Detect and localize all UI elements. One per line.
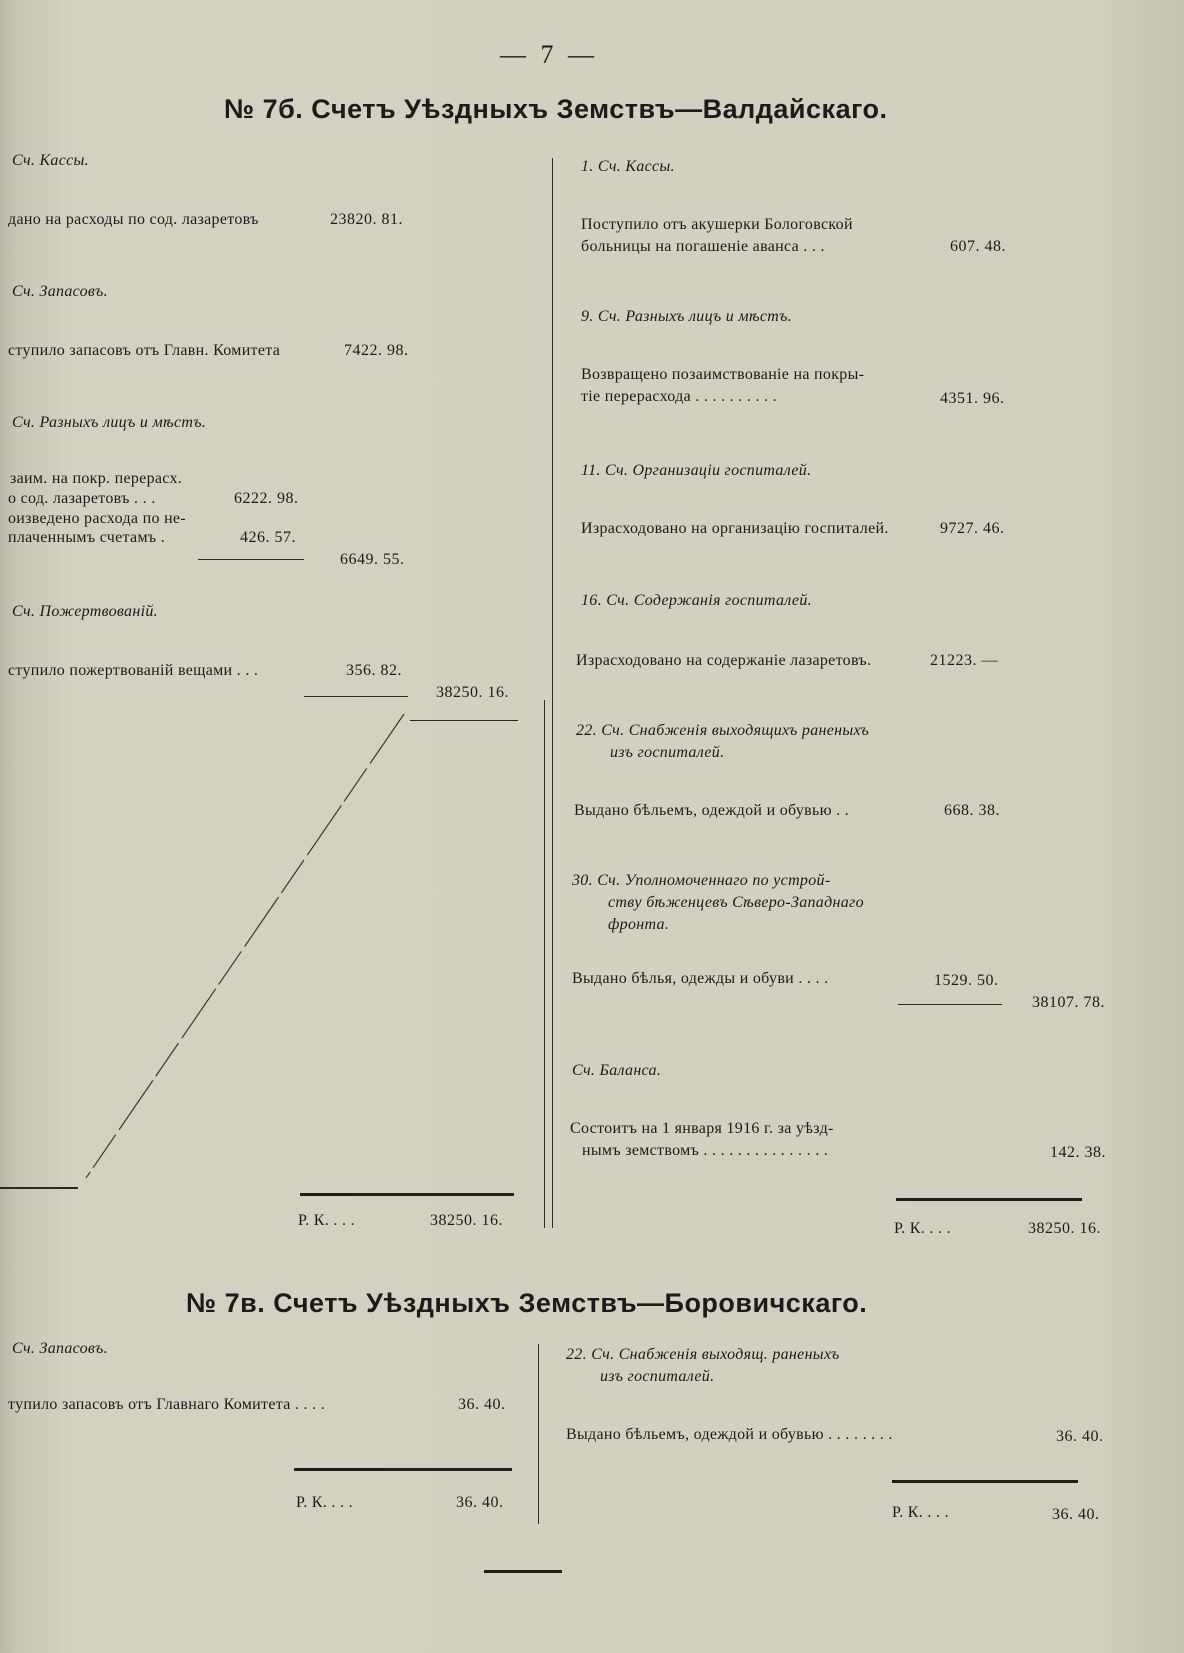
right-upoln-rule bbox=[898, 1004, 1002, 1005]
right-kassy-line2: больницы на погашеніе аванса . . . bbox=[581, 238, 825, 255]
s2-right-snab-heading2: изъ госпиталей. bbox=[600, 1368, 715, 1385]
right-balance-line2: нымъ земствомъ . . . . . . . . . . . . . . . bbox=[582, 1142, 829, 1159]
right-sod-value: 21223. — bbox=[930, 652, 998, 669]
s2-right-snab-value: 36. 40. bbox=[1056, 1428, 1104, 1445]
left-kassy-heading: Сч. Кассы. bbox=[12, 152, 89, 169]
s2-right-rk-rule bbox=[892, 1480, 1078, 1483]
right-upoln-value: 1529. 50. bbox=[934, 972, 999, 989]
right-raznyh-line2: тіе перерасхода . . . . . . . . . . bbox=[581, 388, 777, 405]
right-org-line: Израсходовано на организацію госпиталей. bbox=[581, 520, 889, 537]
left-raznyh-value2: 426. 57. bbox=[240, 529, 296, 546]
left-raznyh-line3: оизведено расхода по не- bbox=[8, 510, 186, 527]
right-kassy-value: 607. 48. bbox=[950, 238, 1006, 255]
right-upoln-heading2: ству бѣженцевъ Сѣверо-Западнаго bbox=[608, 894, 864, 911]
page-number: — 7 — bbox=[500, 40, 598, 69]
left-kassy-value: 23820. 81. bbox=[330, 211, 403, 228]
s2-left-zapasov-heading: Сч. Запасовъ. bbox=[12, 1340, 108, 1357]
left-zapasov-value: 7422. 98. bbox=[344, 342, 409, 359]
left-zapasov-heading: Сч. Запасовъ. bbox=[12, 283, 108, 300]
right-balance-heading: Сч. Баланса. bbox=[572, 1062, 662, 1079]
right-org-heading: 11. Сч. Организаціи госпиталей. bbox=[581, 462, 812, 479]
right-rk-rule bbox=[896, 1198, 1082, 1201]
right-balance-line1: Состоитъ на 1 января 1916 г. за уѣзд- bbox=[570, 1120, 834, 1137]
left-kassy-line: дано на расходы по сод. лазаретовъ bbox=[8, 211, 259, 228]
s2-left-rk-label: Р. К. . . . bbox=[296, 1494, 353, 1511]
left-rk-label: Р. К. . . . bbox=[298, 1212, 355, 1229]
center-divider-inner bbox=[544, 700, 545, 1228]
right-sod-heading: 16. Сч. Содержанія госпиталей. bbox=[581, 592, 812, 609]
left-pozh-heading: Сч. Пожертвованій. bbox=[12, 603, 158, 620]
s2-left-zapasov-line: тупило запасовъ отъ Главнаго Комитета . . . . bbox=[8, 1396, 326, 1413]
s2-left-rk-value: 36. 40. bbox=[456, 1494, 504, 1511]
right-snab-line: Выдано бѣльемъ, одеждой и обувью . . bbox=[574, 802, 850, 819]
cancel-diagonal-line bbox=[0, 0, 560, 1200]
s2-left-zapasov-value: 36. 40. bbox=[458, 1396, 506, 1413]
right-snab-heading1: 22. Сч. Снабженія выходящихъ раненыхъ bbox=[576, 722, 870, 739]
page-end-rule bbox=[484, 1570, 562, 1573]
left-raznyh-value1: 6222. 98. bbox=[234, 490, 299, 507]
left-raznyh-heading: Сч. Разныхъ лицъ и мѣстъ. bbox=[12, 414, 207, 431]
s2-right-snab-heading1: 22. Сч. Снабженія выходящ. раненыхъ bbox=[566, 1346, 840, 1363]
left-raznyh-line1: заим. на покр. перерасх. bbox=[10, 470, 183, 487]
right-snab-heading2: изъ госпиталей. bbox=[610, 744, 725, 761]
left-rk-value: 38250. 16. bbox=[430, 1212, 503, 1229]
right-raznyh-line1: Возвращено позаимствованіе на покры- bbox=[581, 366, 865, 383]
s2-right-rk-label: Р. К. . . . bbox=[892, 1504, 949, 1521]
right-rk-label: Р. К. . . . bbox=[894, 1220, 951, 1237]
left-grand-total: 38250. 16. bbox=[436, 684, 509, 701]
right-sod-line: Израсходовано на содержаніе лазаретовъ. bbox=[576, 652, 872, 669]
left-raznyh-total: 6649. 55. bbox=[340, 551, 405, 568]
section2-title: № 7в. Счетъ Уѣздныхъ Земствъ—Боровичскаго. bbox=[186, 1288, 868, 1318]
left-pozh-line: ступило пожертвованій вещами . . . bbox=[8, 662, 259, 679]
right-subtotal: 38107. 78. bbox=[1032, 994, 1105, 1011]
right-upoln-heading1: 30. Сч. Уполномоченнаго по устрой- bbox=[572, 872, 831, 889]
right-balance-value: 142. 38. bbox=[1050, 1144, 1106, 1161]
left-zapasov-line: ступило запасовъ отъ Главн. Комитета bbox=[8, 342, 281, 359]
left-rk-rule bbox=[300, 1193, 514, 1196]
right-rk-value: 38250. 16. bbox=[1028, 1220, 1101, 1237]
s2-right-snab-line: Выдано бѣльемъ, одеждой и обувью . . . . . . . . bbox=[566, 1426, 893, 1443]
section1-title: № 7б. Счетъ Уѣздныхъ Земствъ—Валдайскаго. bbox=[224, 94, 888, 124]
left-pozh-value: 356. 82. bbox=[346, 662, 402, 679]
s2-center-divider bbox=[538, 1344, 539, 1524]
right-org-value: 9727. 46. bbox=[940, 520, 1005, 537]
center-divider bbox=[552, 158, 553, 1228]
s2-right-rk-value: 36. 40. bbox=[1052, 1506, 1100, 1523]
right-upoln-heading3: фронта. bbox=[608, 916, 670, 933]
right-raznyh-heading: 9. Сч. Разныхъ лицъ и мѣстъ. bbox=[581, 308, 793, 325]
s2-left-rk-rule bbox=[294, 1468, 512, 1471]
right-snab-value: 668. 38. bbox=[944, 802, 1000, 819]
right-kassy-heading: 1. Сч. Кассы. bbox=[581, 158, 675, 175]
right-kassy-line1: Поступило отъ акушерки Бологовской bbox=[581, 216, 853, 233]
left-raznyh-line2: о сод. лазаретовъ . . . bbox=[8, 490, 156, 507]
right-raznyh-value: 4351. 96. bbox=[940, 390, 1005, 407]
right-upoln-line: Выдано бѣлья, одежды и обуви . . . . bbox=[572, 970, 829, 987]
left-raznyh-line4: плаченнымъ счетамъ . bbox=[8, 529, 166, 546]
